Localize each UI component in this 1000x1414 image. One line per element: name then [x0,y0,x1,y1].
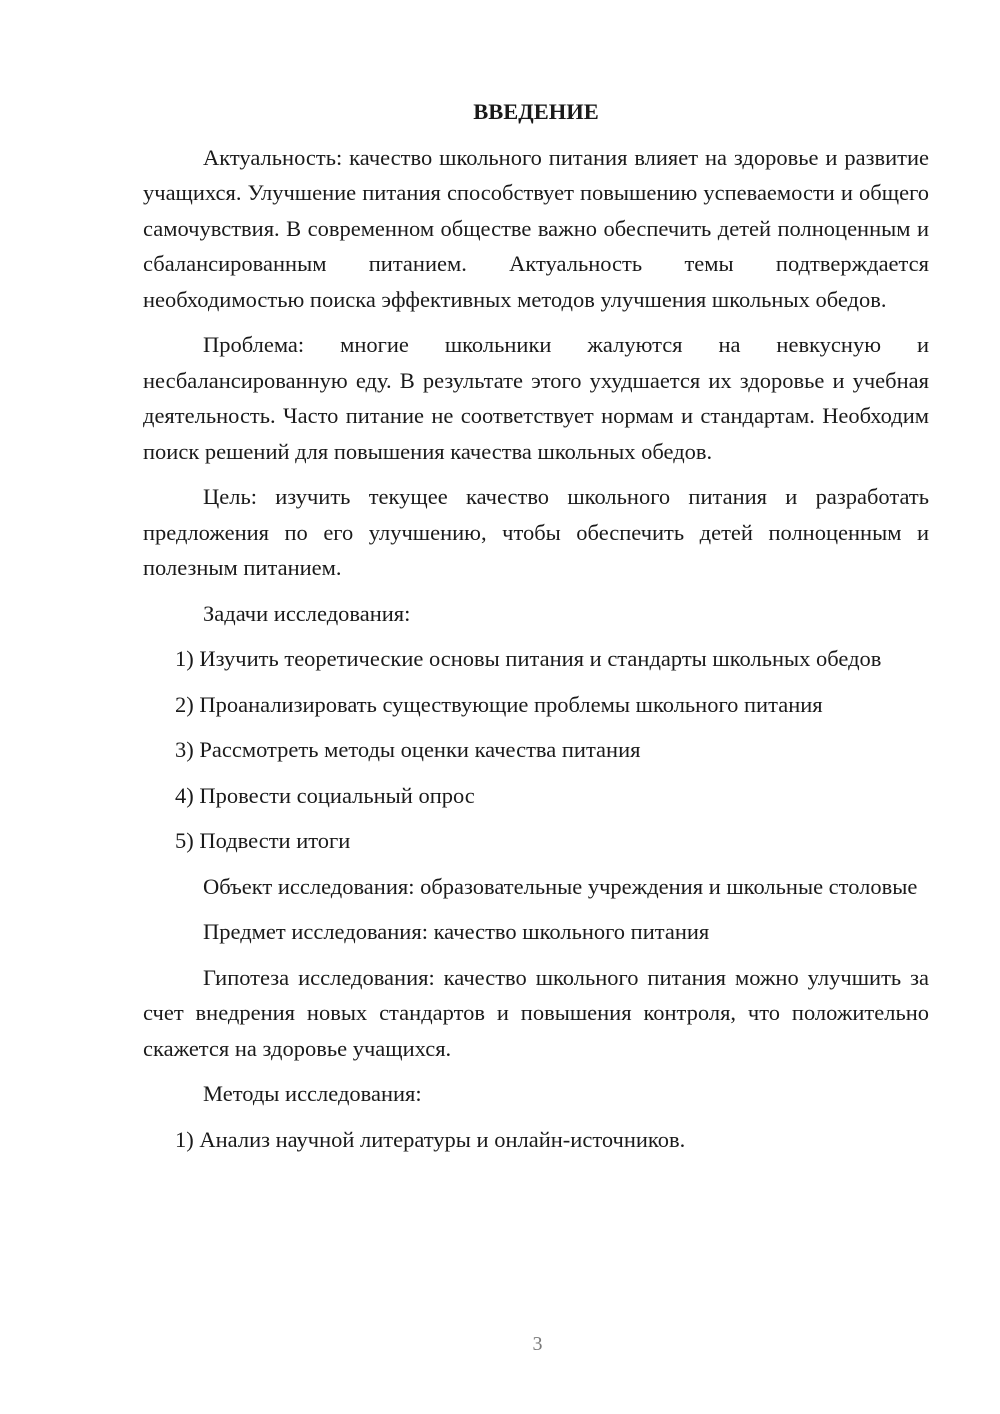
object-paragraph: Объект исследования: образовательные учреждения и школьные столовые [203,873,918,899]
task-item: 3) Рассмотреть методы оценки качества питания [175,737,641,762]
task-item: 5) Подвести итоги [175,828,351,853]
problem-paragraph: Проблема: многие школьники жалуются на невкусную и несбалансированную еду. В результате этого ухудшается их здоровье и учебная деятельность. Часто питание не соответствует нормам и стандартам. Необходим поиск решений для повышения качества школьных обедов. [143,332,929,464]
task-item: 2) Проанализировать существующие проблемы школьного питания [175,691,823,717]
subject-paragraph: Предмет исследования: качество школьного питания [203,919,710,944]
section-heading: ВВЕДЕНИЕ [473,99,599,124]
hypothesis-paragraph: Гипотеза исследования: качество школьного питания можно улучшить за счет внедрения новых стандартов и повышения контроля, что положительно скажется на здоровье учащихся. [143,964,929,1061]
page-number: 3 [532,1333,543,1355]
task-item: 1) Изучить теоретические основы питания и стандарты школьных обедов [175,646,882,671]
goal-paragraph: Цель: изучить текущее качество школьного питания и разработать предложения по его улучшению, чтобы обеспечить детей полноценным и полезным питанием. [143,484,929,580]
page-content [143,94,929,1167]
tasks-label: Задачи исследования: [203,600,411,626]
relevance-paragraph: Актуальность: качество школьного питания влияет на здоровье и развитие учащихся. Улучшение питания способствует повышению успеваемости и общего самочувствия. В современном обществе важно обеспечить детей полноценным и сбалансированным питанием. Актуальность темы подтверждается необходимостью поиска эффективных методов улучшения школьных обедов. [143,144,929,312]
task-item: 4) Провести социальный опрос [175,782,475,808]
methods-label: Методы исследования: [203,1081,422,1106]
method-item: 1) Анализ научной литературы и онлайн-источников. [175,1126,686,1152]
